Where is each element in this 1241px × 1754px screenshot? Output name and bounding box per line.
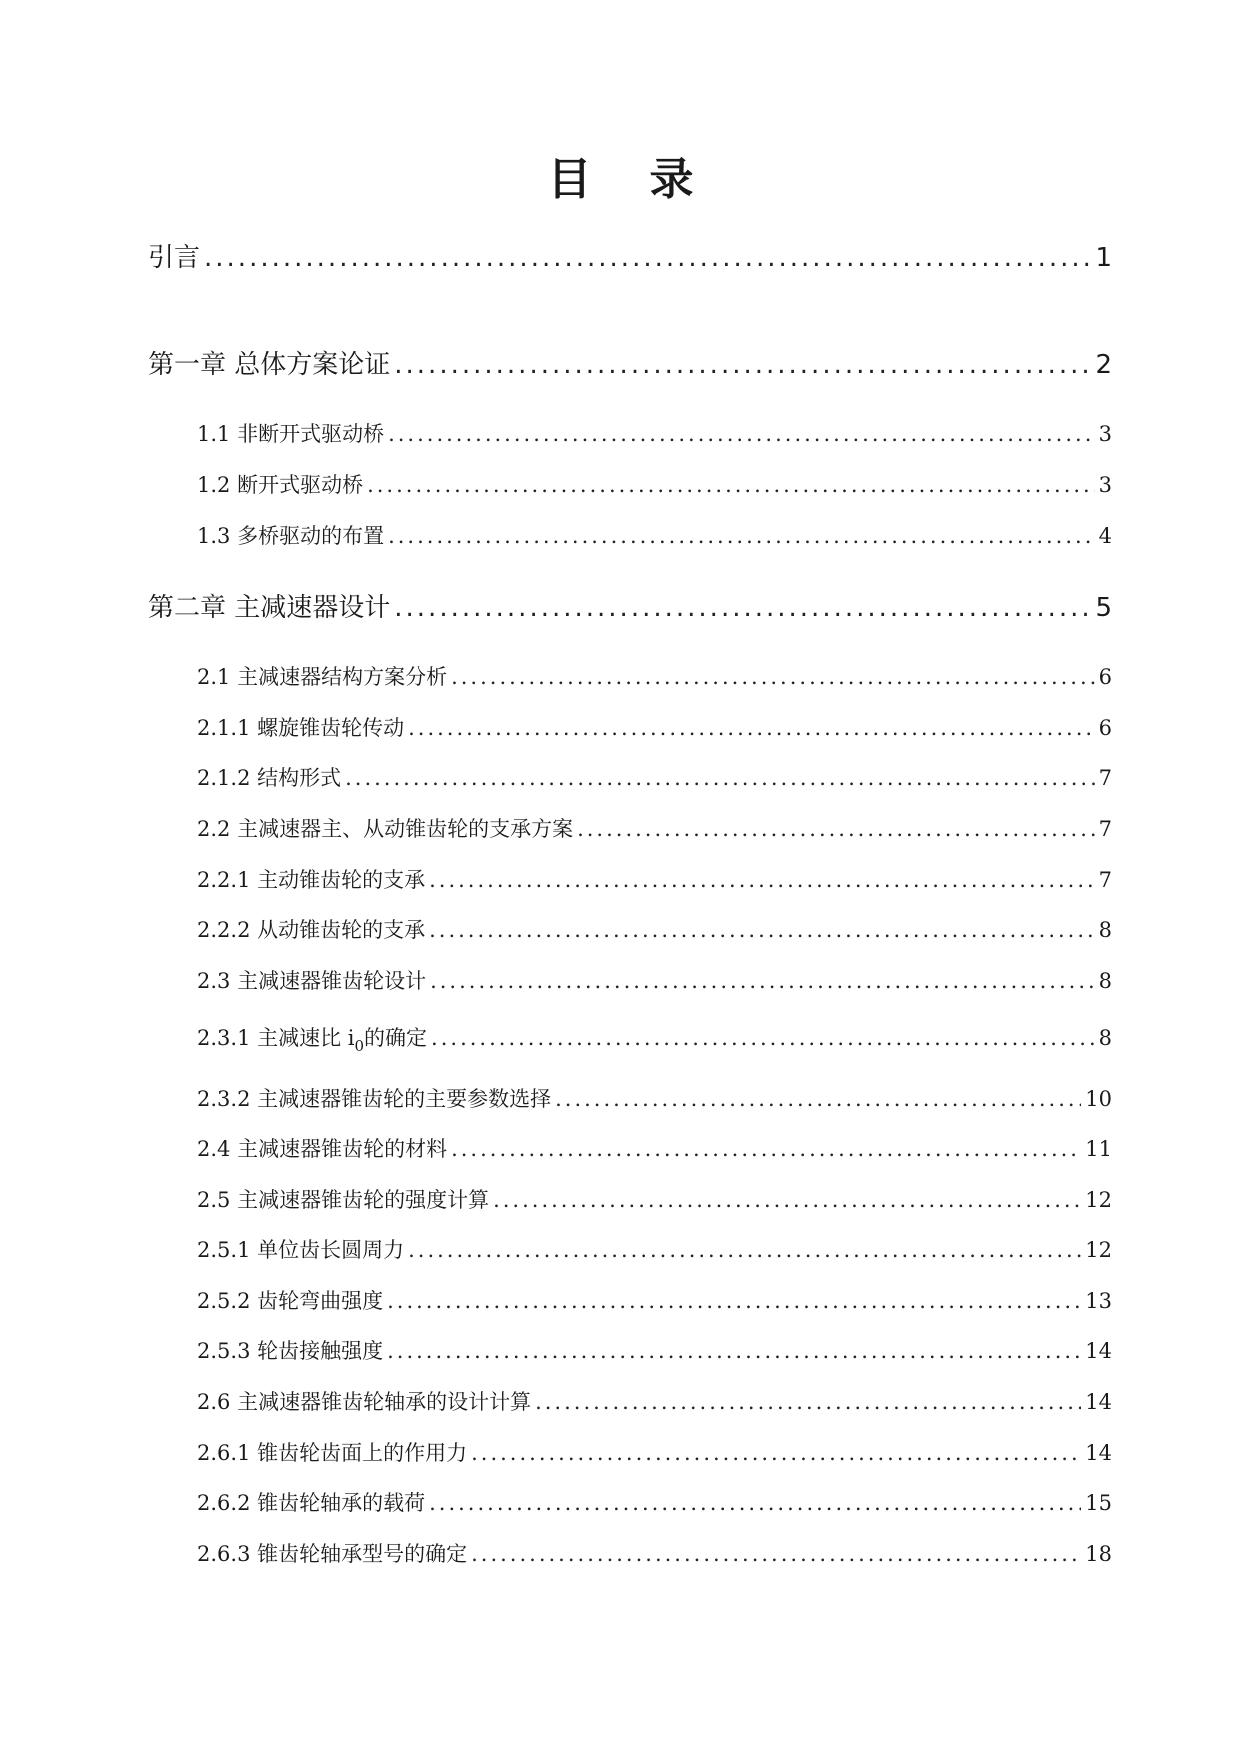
toc-page-number: 18: [1085, 1542, 1112, 1566]
toc-entry-label: 2.3.2 主减速器锥齿轮的主要参数选择: [197, 1087, 552, 1111]
toc-leader: [430, 969, 1095, 993]
subscript-zero: 0: [354, 1037, 365, 1055]
toc-page-number: 12: [1085, 1238, 1112, 1262]
toc-page-number: 3: [1098, 422, 1112, 446]
toc-leader: [471, 1542, 1081, 1566]
toc-leader: [429, 868, 1095, 892]
toc-entry-label: 2.2 主减速器主、从动锥齿轮的支承方案: [197, 817, 574, 841]
toc-page-number: 14: [1085, 1339, 1112, 1363]
toc-leader: [429, 1491, 1081, 1515]
toc-entry-label: 2.5 主减速器锥齿轮的强度计算: [197, 1188, 490, 1212]
toc-entry[interactable]: [197, 712, 1112, 746]
toc-entry-label: 第一章 总体方案论证: [148, 350, 391, 380]
toc-entry-label: 引言: [148, 243, 201, 273]
toc-page-number: 6: [1098, 716, 1112, 740]
toc-entry[interactable]: [197, 1234, 1112, 1268]
toc-leader: [345, 766, 1095, 790]
toc-entry[interactable]: [148, 237, 1112, 277]
toc-entry[interactable]: [197, 914, 1112, 948]
toc-entry[interactable]: [197, 1538, 1112, 1572]
toc-entry[interactable]: [197, 1133, 1112, 1167]
toc-page-number: 3: [1098, 473, 1112, 497]
toc-entry-label: 2.3 主减速器锥齿轮设计: [197, 969, 427, 993]
toc-entry-label: 2.6 主减速器锥齿轮轴承的设计计算: [197, 1390, 532, 1414]
toc-leader: [431, 1026, 1095, 1050]
toc-entry[interactable]: [197, 1285, 1112, 1319]
toc-leader: [367, 473, 1095, 497]
toc-entry-label: 2.1 主减速器结构方案分析: [197, 665, 448, 689]
toc-entry[interactable]: [197, 864, 1112, 898]
toc-entry-label: 2.6.1 锥齿轮齿面上的作用力: [197, 1441, 468, 1465]
page-title: 目录: [547, 154, 752, 205]
toc-page-number: 10: [1085, 1087, 1112, 1111]
toc-leader: [471, 1441, 1081, 1465]
toc-entry[interactable]: [148, 344, 1112, 384]
toc-page-number: 7: [1098, 766, 1112, 790]
toc-leader: [394, 593, 1091, 623]
toc-entry[interactable]: [197, 965, 1112, 999]
toc-page-number: 8: [1098, 969, 1112, 993]
toc-leader: [408, 716, 1095, 740]
toc-leader: [204, 243, 1091, 273]
toc-entry-label: 2.5.2 齿轮弯曲强度: [197, 1289, 384, 1313]
toc-leader: [388, 524, 1095, 548]
toc-entry[interactable]: [197, 520, 1112, 554]
toc-entry-label: 第二章 主减速器设计: [148, 593, 391, 623]
toc-leader: [577, 817, 1095, 841]
toc-entry[interactable]: [197, 762, 1112, 796]
toc-page-number: 7: [1098, 868, 1112, 892]
toc-entry-label-suffix: 的确定: [364, 1026, 428, 1050]
toc-leader: [429, 918, 1095, 942]
toc-leader: [493, 1188, 1081, 1212]
toc-entry-label: 2.2.1 主动锥齿轮的支承: [197, 868, 426, 892]
toc-leader: [535, 1390, 1081, 1414]
toc-entry[interactable]: [197, 1022, 1112, 1056]
toc-entry[interactable]: [197, 1487, 1112, 1521]
toc-entry-label: 2.4 主减速器锥齿轮的材料: [197, 1137, 448, 1161]
toc-leader: [388, 422, 1095, 446]
toc-entry-label: 1.3 多桥驱动的布置: [197, 524, 385, 548]
toc-entry-label: 2.6.2 锥齿轮轴承的载荷: [197, 1491, 426, 1515]
toc-entry[interactable]: [148, 587, 1112, 627]
toc-entry[interactable]: [197, 1386, 1112, 1420]
toc-page-number: 14: [1085, 1441, 1112, 1465]
toc-leader: [555, 1087, 1081, 1111]
toc-entry[interactable]: [197, 1184, 1112, 1218]
toc-page-number: 6: [1098, 665, 1112, 689]
toc-entry-label: 2.5.3 轮齿接触强度: [197, 1339, 384, 1363]
toc-entry[interactable]: [197, 1437, 1112, 1471]
toc-page-number: 15: [1085, 1491, 1112, 1515]
toc-page-number: 8: [1098, 918, 1112, 942]
toc-entry[interactable]: [197, 661, 1112, 695]
toc-entry[interactable]: [197, 469, 1112, 503]
toc-entry-label-main: 2.3.1 主减速比 i: [197, 1026, 355, 1050]
toc-entry[interactable]: [197, 418, 1112, 452]
toc-page-number: 7: [1098, 817, 1112, 841]
toc-page-number: 8: [1098, 1026, 1112, 1050]
toc-entry-label: 1.1 非断开式驱动桥: [197, 422, 385, 446]
toc-entry-label: 2.2.2 从动锥齿轮的支承: [197, 918, 426, 942]
toc-page-number: 14: [1085, 1390, 1112, 1414]
toc-page-number: 13: [1085, 1289, 1112, 1313]
toc-leader: [387, 1289, 1081, 1313]
toc-entry[interactable]: [197, 813, 1112, 847]
toc-entry-label: 1.2 断开式驱动桥: [197, 473, 364, 497]
toc-page-number: 1: [1095, 243, 1112, 273]
toc-leader: [394, 350, 1091, 380]
toc-leader: [451, 1137, 1081, 1161]
toc-page-number: 11: [1085, 1137, 1112, 1161]
toc-page-number: 2: [1095, 350, 1112, 380]
toc-page-number: 5: [1095, 593, 1112, 623]
toc-entry[interactable]: [197, 1083, 1112, 1117]
toc-entry-label: 2.6.3 锥齿轮轴承型号的确定: [197, 1542, 468, 1566]
toc-entry[interactable]: [197, 1335, 1112, 1369]
toc-leader: [451, 665, 1095, 689]
toc-entry-label: 2.1.1 螺旋锥齿轮传动: [197, 716, 405, 740]
toc-page-number: 12: [1085, 1188, 1112, 1212]
toc-leader: [408, 1238, 1081, 1262]
toc-entry-label: [197, 1022, 427, 1055]
toc-entry-label: 2.5.1 单位齿长圆周力: [197, 1238, 405, 1262]
toc-page-number: 4: [1098, 524, 1112, 548]
toc-leader: [387, 1339, 1081, 1363]
toc-entry-label: 2.1.2 结构形式: [197, 766, 342, 790]
